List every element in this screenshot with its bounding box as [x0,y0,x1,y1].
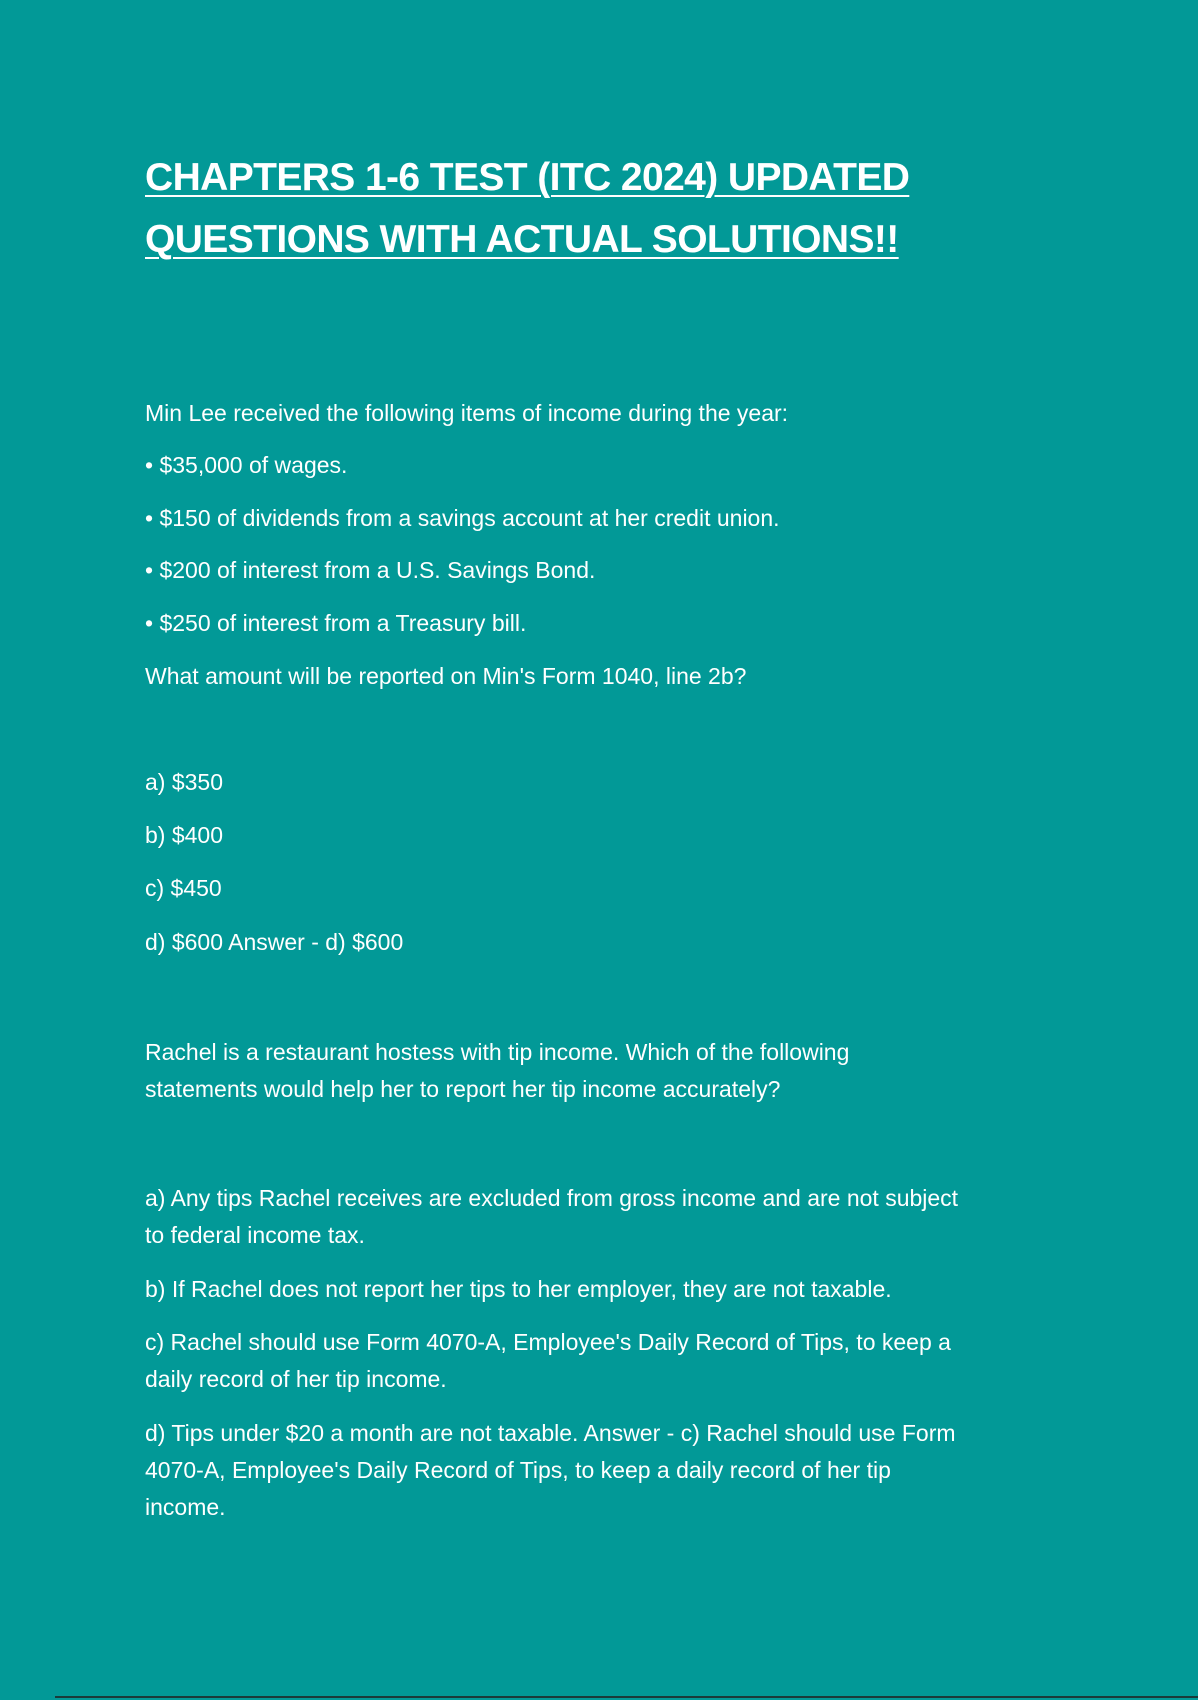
answer-option: c) $450 [145,875,222,901]
question-2-prompt: Rachel is a restaurant hostess with tip income. Which of the following [145,1039,850,1065]
answer-option-with-answer: d) Tips under $20 a month are not taxable. Answer - c) Rachel should use Form [145,1420,956,1446]
document-title [145,147,1045,271]
answer-option: b) $400 [145,822,224,848]
title-line: QUESTIONS WITH ACTUAL SOLUTIONS!! [145,218,899,261]
answer-option: c) Rachel should use Form 4070-A, Employee's Daily Record of Tips, to keep a [145,1329,951,1355]
answer-option-continued: 4070-A, Employee's Daily Record of Tips, to keep a daily record of her tip [145,1457,891,1483]
question-2-prompt: statements would help her to report her tip income accurately? [145,1076,781,1102]
income-bullet: • $150 of dividends from a savings account at her credit union. [145,505,780,531]
page-bottom-divider [55,1696,1198,1698]
income-bullet: • $35,000 of wages. [145,452,348,478]
income-bullet: • $250 of interest from a Treasury bill. [145,610,527,636]
answer-option-continued: daily record of her tip income. [145,1366,447,1392]
title-line: CHAPTERS 1-6 TEST (ITC 2024) UPDATED [145,156,910,199]
income-bullet: • $200 of interest from a U.S. Savings Bond. [145,557,596,583]
answer-option-continued: income. [145,1494,226,1520]
question-1-prompt: What amount will be reported on Min's Form 1040, line 2b? [145,663,747,689]
answer-option-continued: to federal income tax. [145,1222,365,1248]
answer-option: a) $350 [145,769,224,795]
answer-option: a) Any tips Rachel receives are excluded from gross income and are not subject [145,1185,959,1211]
answer-option: b) If Rachel does not report her tips to her employer, they are not taxable. [145,1276,892,1302]
answer-option-with-answer: d) $600 Answer - d) $600 [145,929,404,955]
question-1-intro: Min Lee received the following items of income during the year: [145,400,789,426]
